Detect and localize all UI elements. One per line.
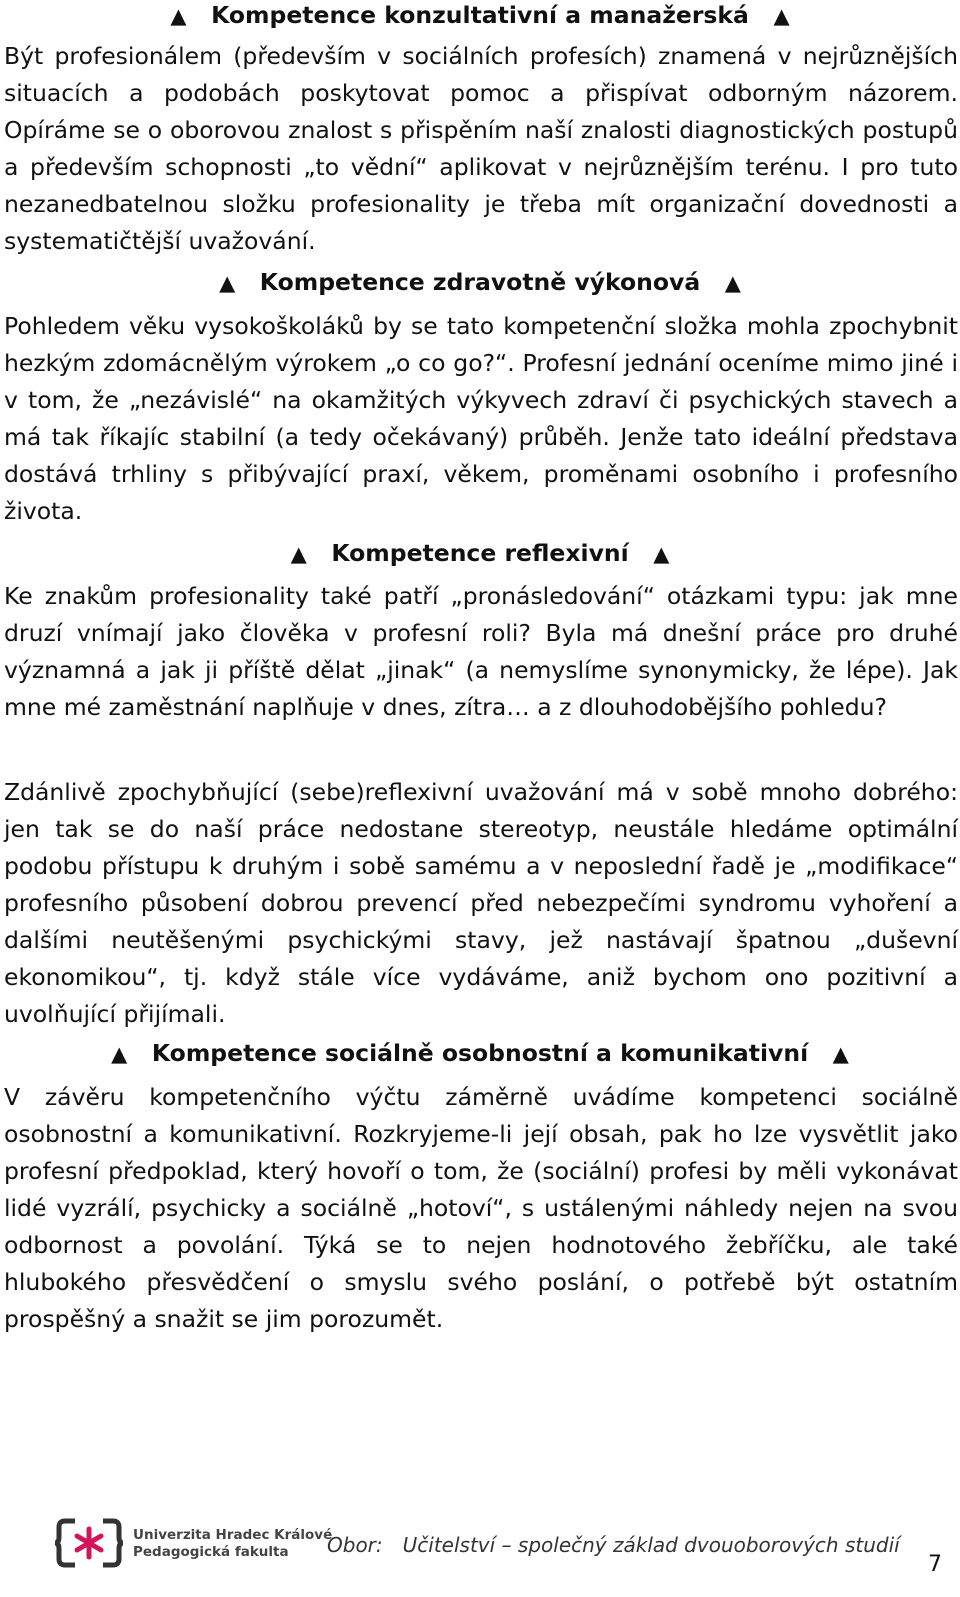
heading-text: Kompetence konzultativní a manažerská (211, 1, 749, 29)
university-line-2: Pedagogická fakulta (133, 1544, 289, 1560)
university-line-1: Univerzita Hradec Králové (133, 1527, 333, 1543)
paragraph-zdravotne-vykonova: Pohledem věku vysokoškoláků by se tato kompetenční složka mohla zpochybnit hezkým zdomácnělým výrokem „o co go?“. Profesní jednání oceníme mimo jiné i v tom, že „nezávislé“ na okamžitých výkyvech zdraví či psychických stavech a má tak říkajíc stabilní (a tedy očekávaný) průběh. Jenže tato ideální představa dostává trhliny s přibývající praxí, věkem, proměnami osobního i profesního života. (4, 312, 958, 525)
triangle-marker-icon: ▲ (724, 271, 741, 295)
obor-label: Obor: (327, 1533, 383, 1557)
heading-text: Kompetence reflexivní (331, 539, 629, 567)
section-heading-zdravotne-vykonova (4, 267, 956, 298)
triangle-marker-icon: ▲ (111, 1042, 128, 1066)
paragraph-reflexivni-2: Zdánlivě zpochybňující (sebe)reflexivní uvažování má v sobě mnoho dobrého: jen tak se do naší práce nedostane stereotyp, neustále hledáme optimální podobu přístupu k druhým i sobě samému a v neposlední řadě je „modifikace“ profesního působení dobrou prevencí před nebezpečími syndromu vyhoření a dalšími neutěšenými psychickými stavy, jež nastávají špatnou „duševní ekonomikou“, tj. když stále více vydáváme, aniž bychom ono pozitivní a uvolňující přijímali. (4, 778, 958, 1028)
triangle-marker-icon: ▲ (653, 542, 670, 566)
triangle-marker-icon: ▲ (290, 542, 307, 566)
heading-text: Kompetence sociálně osobnostní a komunikativní (151, 1039, 809, 1067)
section-heading-socialne-osobnostni (4, 1038, 956, 1069)
bracket-right (103, 1521, 123, 1565)
page-footer (55, 1513, 935, 1573)
paragraph-reflexivni: Ke znakům profesionality také patří „pronásledování“ otázkami typu: jak mne druzí vnímají jako člověka v profesní roli? Byla má dnešní práce pro druhé významná a jak ji příště dělat „jinak“ (a nemyslíme synonymicky, že lépe). Jak mne mé zaměstnání naplňuje v dnes, zítra… a z dlouhodobějšího pohledu? (4, 582, 958, 721)
triangle-marker-icon: ▲ (219, 271, 236, 295)
triangle-marker-icon: ▲ (832, 1042, 849, 1066)
asterisk-shape (77, 1529, 101, 1557)
university-logo-icon (55, 1513, 135, 1573)
obor-value: Učitelství – společný základ dvouoborových studií (402, 1533, 900, 1557)
study-field (327, 1533, 900, 1557)
section-heading-reflexivni (4, 538, 956, 569)
university-name (133, 1527, 332, 1561)
section-heading-konzultativni (4, 0, 956, 31)
triangle-marker-icon: ▲ (773, 4, 790, 28)
paragraph-konzultativni: Být profesionálem (především v sociálních profesích) znamená v nejrůznějších situacích a podobách poskytovat pomoc a přispívat odborným názorem. Opíráme se o oborovou znalost s přispěním naší znalosti diagnostických postupů a především schopnosti „to vědní“ aplikovat v nejrůznějším terénu. I pro tuto nezanedbatelnou složku profesionality je třeba mít organizační dovednosti a systematičtější uvažování. (4, 42, 958, 255)
bracket-left (55, 1521, 75, 1565)
heading-text: Kompetence zdravotně výkonová (259, 268, 701, 296)
page-number: 7 (928, 1552, 942, 1577)
paragraph-socialne-osobnostni: V závěru kompetenčního výčtu záměrně uvádíme kompetenci sociálně osobnostní a komunikativní. Rozkryjeme-li její obsah, pak ho lze vysvětlit jako profesní předpoklad, který hovoří o tom, že (sociální) profesi by měli vykonávat lidé vyzrálí, psychicky a sociálně „hotoví“, s ustálenými náhledy nejen na svou odbornost a povolání. Týká se to nejen hodnotového žebříčku, ale také hlubokého přesvědčení o smyslu svého poslání, o potřebě být ostatním prospěšný a snažit se jim porozumět. (4, 1083, 958, 1333)
triangle-marker-icon: ▲ (170, 4, 187, 28)
